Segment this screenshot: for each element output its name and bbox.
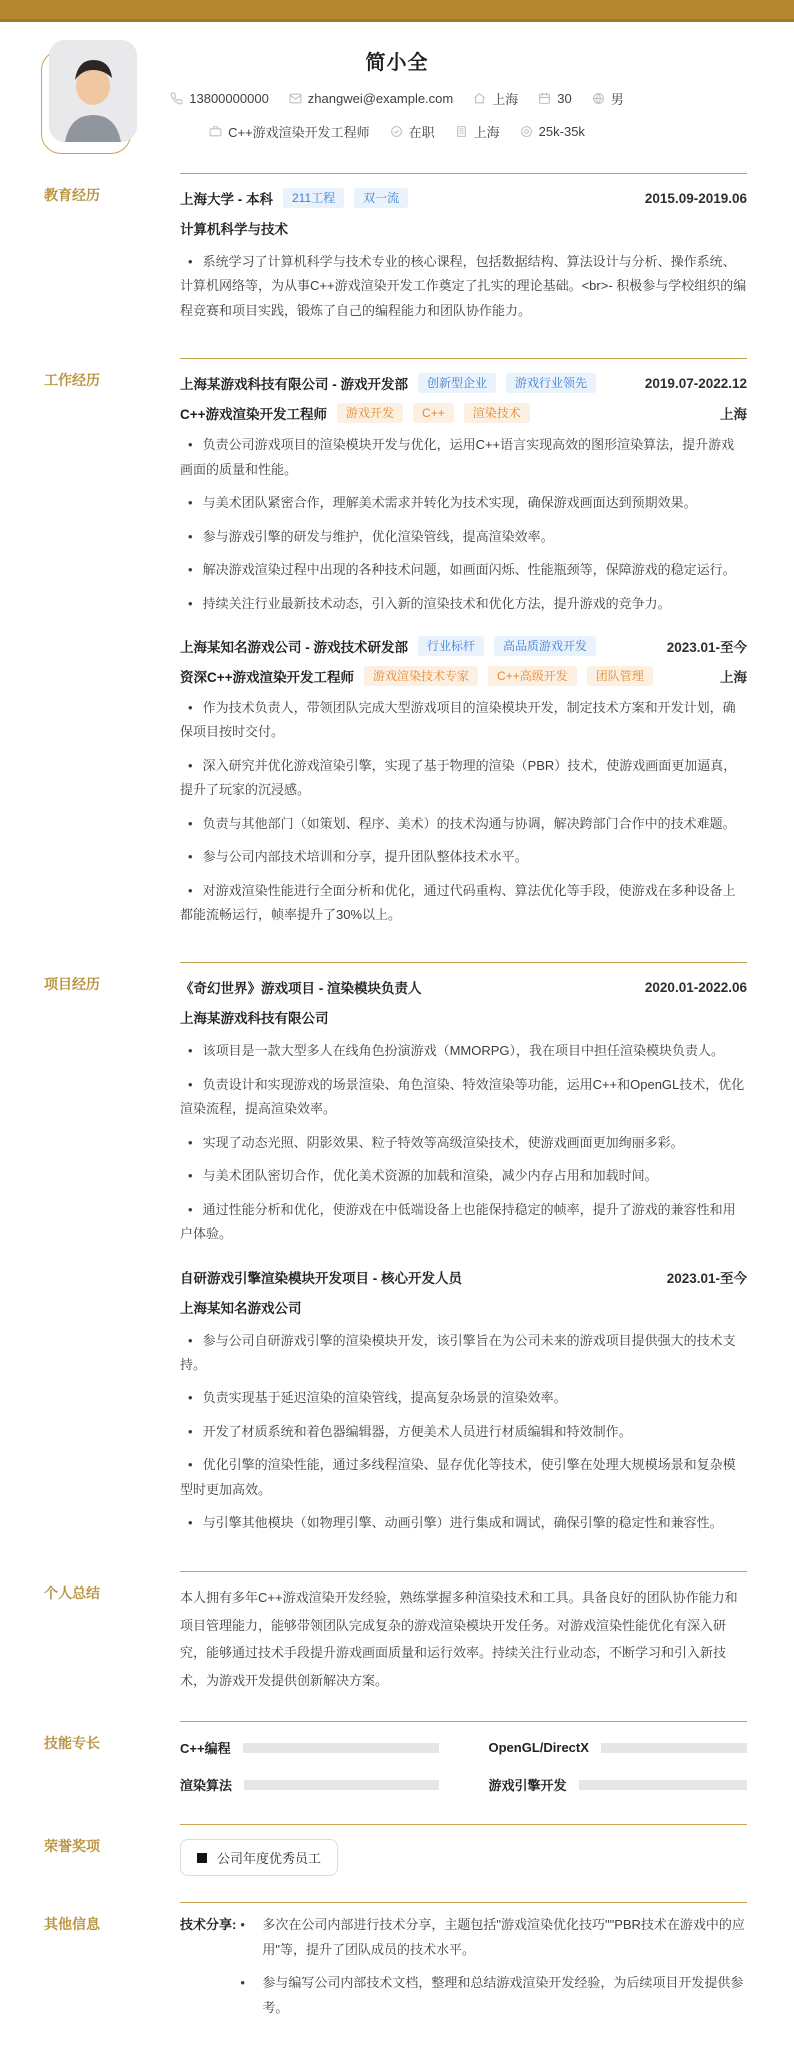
- section-summary: [0, 1571, 747, 1696]
- section-label-honors: 荣誉奖项: [44, 1838, 100, 1855]
- section-label-skills: 技能专长: [44, 1735, 100, 1752]
- work-date: 2023.01-至今: [666, 639, 747, 655]
- work-skill-tag: 渲染技术: [464, 403, 530, 423]
- job-status-icon: [390, 125, 403, 138]
- project-bullet: • 参与公司自研游戏引擎的渲染模块开发，该引擎旨在为公司未来的游戏项目提供强大的技术支持。: [180, 1329, 747, 1378]
- work-location: 上海: [720, 407, 747, 423]
- work-entry: [180, 636, 747, 928]
- project-entry: [180, 977, 747, 1246]
- avatar-photo: [49, 40, 137, 142]
- section-label-work: 工作经历: [44, 372, 100, 389]
- education-major: 计算机科学与技术: [180, 222, 288, 237]
- company-tag: 高品质游戏开发: [494, 636, 596, 656]
- work-skill-tag: 游戏渲染技术专家: [364, 666, 478, 686]
- work-skill-tag: 团队管理: [587, 666, 653, 686]
- contact-age: [538, 91, 571, 106]
- work-skill-tag: C++: [413, 403, 454, 423]
- section-education: [0, 173, 747, 332]
- work-bullet: • 负责与其他部门（如策划、程序、美术）的技术沟通与协调，解决跨部门合作中的技术难题。: [180, 812, 747, 836]
- skill-name: OpenGL/DirectX: [488, 1740, 589, 1756]
- resume-header: [0, 22, 794, 147]
- age-value: 30: [557, 91, 572, 106]
- contact-home-city: [473, 89, 518, 108]
- work-title: 资深C++游戏渲染开发工程师: [180, 669, 355, 685]
- education-tag: 211工程: [283, 188, 344, 208]
- skill-name: 渲染算法: [180, 1778, 233, 1794]
- education-tag: 双一流: [354, 188, 408, 208]
- work-city-value: 上海: [473, 125, 500, 140]
- work-location: 上海: [720, 669, 747, 685]
- candidate-name: 简小全: [365, 52, 429, 74]
- work-bullet: • 负责公司游戏项目的渲染模块开发与优化，运用C++语言实现高效的图形渲染算法，提升游戏画面的质量和性能。: [180, 433, 747, 482]
- gender-icon: [592, 92, 605, 105]
- project-company: 上海某知名游戏公司: [180, 1300, 302, 1316]
- phone-icon: [170, 92, 183, 105]
- gender-value: 男: [610, 92, 624, 107]
- project-bullet: • 通过性能分析和优化，使游戏在中低端设备上也能保持稳定的帧率，提升了游戏的兼容性和用户体验。: [180, 1198, 747, 1247]
- square-bullet-icon: [197, 1853, 207, 1863]
- company-tag: 行业标杆: [418, 636, 484, 656]
- summary-text: 本人拥有多年C++游戏渲染开发经验，熟练掌握多种渲染技术和工具。具备良好的团队协作能力和项目管理能力，能够带领团队完成复杂的游戏渲染模块开发任务。对游戏渲染性能优化有深入研究，能够通过技术手段提升游戏画面质量和运行效率。持续关注行业动态，不断学习和引入新技术，为游戏开发提供创新解决方案。: [180, 1589, 738, 1689]
- project-bullet: • 与美术团队密切合作，优化美术资源的加载和渲染，减少内存占用和加载时间。: [180, 1164, 747, 1188]
- salary-value: 25k-35k: [538, 124, 585, 139]
- section-honors: [0, 1824, 747, 1876]
- avatar: [49, 40, 137, 142]
- education-school: 上海大学 - 本科: [180, 192, 273, 207]
- section-label-summary: 个人总结: [44, 1584, 100, 1601]
- work-bullet: • 对游戏渲染性能进行全面分析和优化，通过代码重构、算法优化等手段，使游戏在多种设备上都能流畅运行，帧率提升了30%以上。: [180, 879, 747, 928]
- section-other: [0, 1902, 747, 2029]
- project-bullet: • 负责实现基于延迟渲染的渲染管线，提高复杂场景的渲染效率。: [180, 1386, 747, 1410]
- project-bullet: • 开发了材质系统和着色器编辑器，方便美术人员进行材质编辑和特效制作。: [180, 1420, 747, 1444]
- skill-bar: [579, 1780, 747, 1790]
- project-date: 2023.01-至今: [666, 1270, 747, 1286]
- section-label-projects: 项目经历: [44, 976, 100, 993]
- home-icon: [473, 92, 486, 105]
- work-bullet: • 解决游戏渲染过程中出现的各种技术问题，如画面闪烁、性能瓶颈等，保障游戏的稳定运行。: [180, 558, 747, 582]
- contact-gender: [592, 89, 624, 108]
- position-icon: [209, 125, 222, 138]
- skill-item: [489, 1775, 748, 1794]
- section-label-other: 其他信息: [44, 1916, 100, 1933]
- top-accent-bar: [0, 0, 794, 22]
- email-value: zhangwei@example.com: [307, 91, 454, 106]
- work-date: 2019.07-2022.12: [644, 375, 747, 391]
- project-bullet: • 实现了动态光照、阴影效果、粒子特效等高级渲染技术，使游戏画面更加绚丽多彩。: [180, 1131, 747, 1155]
- company-tag: 游戏行业领先: [506, 373, 596, 393]
- work-bullet: • 参与游戏引擎的研发与维护，优化渲染管线，提高渲染效率。: [180, 525, 747, 549]
- age-icon: [538, 92, 551, 105]
- home-city-value: 上海: [492, 92, 519, 107]
- contact-job-status: [390, 122, 435, 141]
- phone-value: 13800000000: [189, 91, 269, 106]
- section-work: [0, 358, 747, 936]
- project-bullet: • 与引擎其他模块（如物理引擎、动画引擎）进行集成和调试，确保引擎的稳定性和兼容性。: [180, 1511, 747, 1535]
- education-date: 2015.09-2019.06: [644, 190, 747, 206]
- work-bullet: • 持续关注行业最新技术动态，引入新的渲染技术和优化方法，提升游戏的竞争力。: [180, 592, 747, 616]
- contact-phone: [170, 91, 269, 106]
- project-bullet: • 该项目是一款大型多人在线角色扮演游戏（MMORPG），我在项目中担任渲染模块负责人。: [180, 1039, 747, 1063]
- section-projects: [0, 962, 747, 1544]
- contact-salary: [520, 124, 585, 139]
- work-entry: [180, 373, 747, 616]
- project-bullet: • 负责设计和实现游戏的场景渲染、角色渲染、特效渲染等功能，运用C++和OpenGL技术，优化渲染流程，提高渲染效率。: [180, 1073, 747, 1122]
- other-bullet: • 参与编写公司内部技术文档，整理和总结游戏渲染开发经验，为后续项目开发提供参考。: [240, 1971, 747, 2020]
- skill-item: [180, 1738, 439, 1757]
- skill-item: [489, 1738, 748, 1757]
- contact-work-city: [455, 122, 500, 141]
- salary-icon: [520, 125, 533, 138]
- section-label-education: 教育经历: [44, 187, 100, 203]
- work-company: 上海某知名游戏公司 - 游戏技术研发部: [180, 639, 408, 655]
- skill-bar: [244, 1780, 438, 1790]
- other-bullet: • 多次在公司内部进行技术分享，主题包括"游戏渲染优化技巧""PBR技术在游戏中的应用"等，提升了团队成员的技术水平。: [240, 1913, 747, 1962]
- company-tag: 创新型企业: [418, 373, 496, 393]
- project-title: 自研游戏引擎渲染模块开发项目 - 核心开发人员: [180, 1270, 462, 1286]
- other-group-label: 技术分享:: [180, 1917, 237, 1933]
- honor-badge: [180, 1839, 338, 1876]
- education-bullet: • 系统学习了计算机科学与技术专业的核心课程，包括数据结构、算法设计与分析、操作系统、计算机网络等，为从事C++游戏渲染开发工作奠定了扎实的理论基础。<br>- 积极参与学校组织的编程竞赛和项目实践，锻炼了自己的编程能力和团队协作能力。: [180, 250, 747, 323]
- project-company: 上海某游戏科技有限公司: [180, 1011, 329, 1027]
- work-bullet: • 作为技术负责人，带领团队完成大型游戏项目的渲染模块开发，制定技术方案和开发计划，确保项目按时交付。: [180, 696, 747, 745]
- work-bullet: • 参与公司内部技术培训和分享，提升团队整体技术水平。: [180, 845, 747, 869]
- skill-name: C++编程: [180, 1741, 231, 1757]
- work-company: 上海某游戏科技有限公司 - 游戏开发部: [180, 377, 408, 393]
- work-skill-tag: C++高级开发: [488, 666, 577, 686]
- contact-email: [289, 91, 453, 106]
- work-title: C++游戏渲染开发工程师: [180, 407, 328, 423]
- work-skill-tag: 游戏开发: [337, 403, 403, 423]
- position-value: C++游戏渲染开发工程师: [228, 125, 370, 140]
- skill-item: [180, 1775, 439, 1794]
- contact-position: [209, 122, 370, 141]
- project-title: 《奇幻世界》游戏项目 - 渲染模块负责人: [180, 981, 422, 997]
- work-bullet: • 深入研究并优化游戏渲染引擎，实现了基于物理的渲染（PBR）技术，使游戏画面更加逼真，提升了玩家的沉浸感。: [180, 754, 747, 803]
- project-date: 2020.01-2022.06: [644, 979, 747, 995]
- section-skills: [0, 1721, 747, 1798]
- city-icon: [455, 125, 468, 138]
- honor-badge-label: 公司年度优秀员工: [217, 1851, 322, 1867]
- skill-bar: [243, 1743, 439, 1753]
- project-entry: [180, 1267, 747, 1536]
- email-icon: [289, 92, 302, 105]
- skill-name: 游戏引擎开发: [488, 1778, 567, 1794]
- work-bullet: • 与美术团队紧密合作，理解美术需求并转化为技术实现，确保游戏画面达到预期效果。: [180, 491, 747, 515]
- job-status-value: 在职: [408, 125, 435, 140]
- skill-bar: [601, 1743, 747, 1753]
- project-bullet: • 优化引擎的渲染性能，通过多线程渲染、显存优化等技术，使引擎在处理大规模场景和复杂模型时更加高效。: [180, 1453, 747, 1502]
